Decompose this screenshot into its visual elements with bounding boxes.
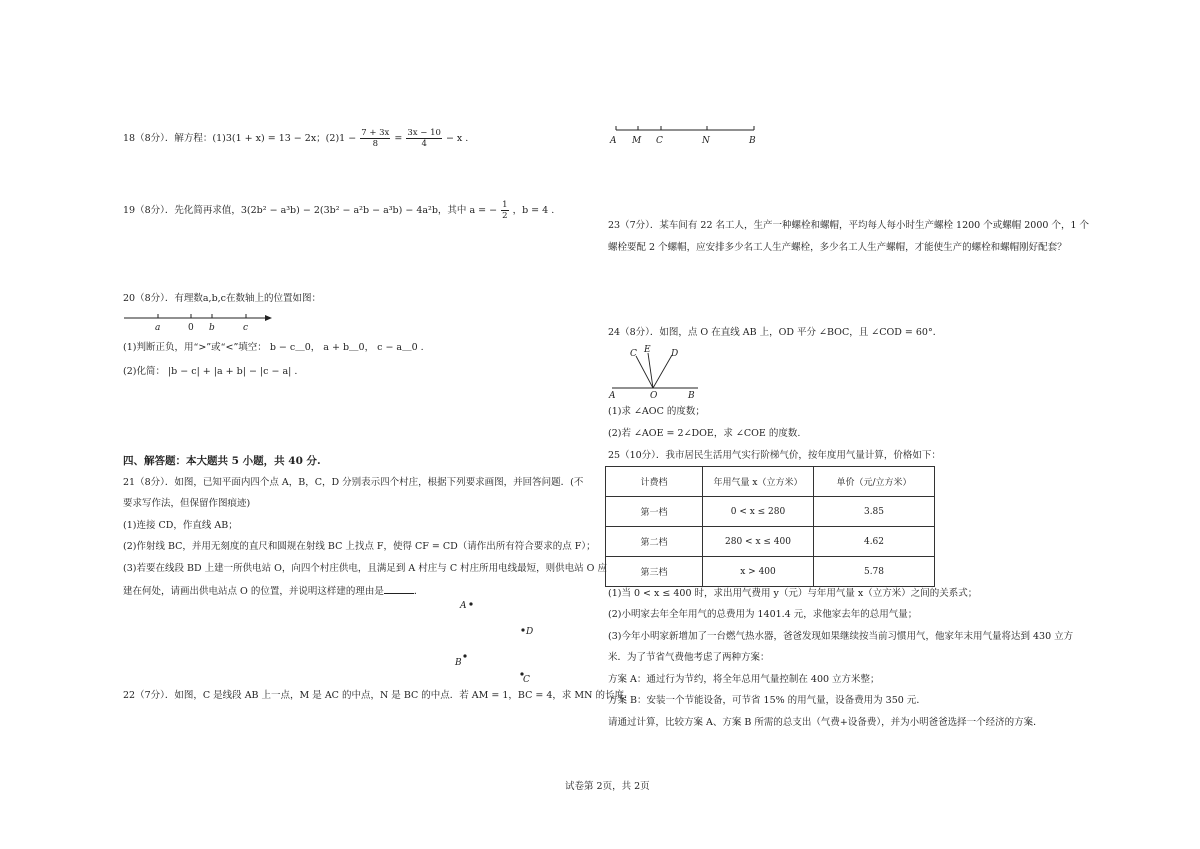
table-cell: 0 < x ≤ 280 <box>703 497 814 527</box>
gas-price-table <box>605 466 935 587</box>
q21-line4: (2)作射线 BC，并用无刻度的直尺和圆规在射线 BC 上找点 F，使得 CF = CD（请作出所有符合要求的点 F）； <box>123 541 596 552</box>
q21-line5: (3)若要在线段 BD 上建一所供电站 O，向四个村庄供电，且满足到 A 村庄与 C 村庄所用电线最短，则供电站 O 应 <box>123 563 607 574</box>
q24-title: 24（8分）．如图，点 O 在直线 AB 上，OD 平分 ∠BOC，且 ∠COD = 60°． <box>608 327 943 338</box>
axis-label-0: 0 <box>188 323 194 333</box>
table-cell: 3.85 <box>814 497 935 527</box>
angle-label-o: O <box>650 391 658 401</box>
point-label-d: D <box>526 627 534 637</box>
q25-plan-a: 方案 A：通过行为节约，将全年总用气量控制在 400 立方米整； <box>608 674 880 685</box>
q25-part2: (2)小明家去年全年用气的总费用为 1401.4 元，求他家去年的总用气量； <box>608 609 918 620</box>
table-header-row <box>606 467 935 497</box>
section-4-heading: 四、解答题：本大题共 5 小题，共 40 分. <box>123 455 321 467</box>
q22-segment-figure <box>610 122 760 148</box>
table-cell: x > 400 <box>703 557 814 587</box>
angle-label-a: A <box>609 391 616 401</box>
angle-label-c: C <box>630 349 637 359</box>
table-row <box>606 497 935 527</box>
axis-label-c: c <box>243 323 249 333</box>
q25-plan-b: 方案 B：安装一个节能设备，可节省 15% 的用气量，设备费用为 350 元． <box>608 695 926 706</box>
table-cell: 280 < x ≤ 400 <box>703 527 814 557</box>
table-header: 年用气量 x（立方米） <box>703 467 814 497</box>
table-cell: 第二档 <box>606 527 703 557</box>
q21-points-figure <box>450 598 550 688</box>
q24-part2: (2)若 ∠AOE = 2∠DOE，求 ∠COE 的度数. <box>608 428 801 439</box>
q21-line6: 建在何处，请画出供电站点 O 的位置，并说明这样建的理由是 ． <box>123 586 424 597</box>
q20-part2: (2)化简： |b − c| + |a + b| − |c − a| . <box>123 366 298 377</box>
seg-label-c: C <box>656 136 663 146</box>
q19-text: 19（8分）．先化简再求值，3(2b² − a³b) − 2(3b² − a²b − a³b) − 4a²b，其中 a = − $\frac{1}{2}$ ，b = 4 . <box>123 200 555 221</box>
answer-blank <box>384 584 414 594</box>
q23-line1: 23（7分）．某车间有 22 名工人，生产一种螺栓和螺帽，平均每人每小时生产螺栓 1200 个或螺帽 2000 个，1 个 <box>608 220 1090 231</box>
table-cell: 第一档 <box>606 497 703 527</box>
q20-number-line <box>120 308 280 334</box>
point-label-a: A <box>460 601 467 611</box>
table-cell: 5.78 <box>814 557 935 587</box>
table-cell: 第三档 <box>606 557 703 587</box>
page-footer: 试卷第 2页，共 2页 <box>565 781 650 792</box>
seg-label-m: M <box>632 136 642 146</box>
table-row <box>606 527 935 557</box>
q21-line2: 要求写作法，但保留作图痕迹) <box>123 498 251 509</box>
q24-angle-figure <box>606 344 706 400</box>
q24-part1: (1)求 ∠AOC 的度数； <box>608 406 705 417</box>
q21-line1: 21（8分）．如图，已知平面内四个点 A，B，C，D 分别表示四个村庄，根据下列要求画图，并回答问题．(不 <box>123 477 584 488</box>
angle-label-d: D <box>671 349 679 359</box>
q18-text: 18（8分）．解方程：(1)3(1 + x) = 13 − 2x；(2)1 − $\frac{7 + 3x}{8}$ = $\frac{3x - 10}{4}$ − x . <box>123 128 469 149</box>
q25-part1: (1)当 0 < x ≤ 400 时，求出用气费用 y（元）与年用气量 x（立方米）之间的关系式； <box>608 588 978 599</box>
q19-fraction: $\frac{1}{2}$ <box>502 200 508 221</box>
q18-fraction-2: $\frac{3x - 10}{4}$ <box>407 128 441 149</box>
q20-part1: (1)判断正负，用“>”或“<”填空： b − c＿0， a + b＿0， c − a＿0 . <box>123 342 424 353</box>
q25-instruction: 请通过计算，比较方案 A、方案 B 所需的总支出（气费+设备费），并为小明爸爸选择一个经济的方案． <box>608 717 1043 728</box>
point-label-c: C <box>523 675 530 685</box>
q25-part3: (3)今年小明家新增加了一台燃气热水器，爸爸发现如果继续按当前习惯用气，他家年末用气量将达到 430 立方 <box>608 631 1074 642</box>
q25-part3-cont: 米．为了节省气费他考虑了两种方案： <box>608 652 770 663</box>
axis-label-a: a <box>155 323 161 333</box>
point-label-b: B <box>455 658 462 668</box>
seg-label-n: N <box>702 136 710 146</box>
q21-line3: (1)连接 CD，作直线 AB； <box>123 520 238 531</box>
q23-line2: 螺栓要配 2 个螺帽，应安排多少名工人生产螺栓，多少名工人生产螺帽，才能使生产的螺栓和螺帽刚好配套？ <box>608 242 1067 253</box>
axis-label-b: b <box>209 323 215 333</box>
seg-label-a: A <box>610 136 617 146</box>
table-header: 单价（元/立方米） <box>814 467 935 497</box>
q25-title: 25（10分）．我市居民生活用气实行阶梯气价，按年度用气量计算，价格如下： <box>608 450 941 461</box>
seg-label-b: B <box>749 136 756 146</box>
angle-label-b: B <box>688 391 695 401</box>
table-cell: 4.62 <box>814 527 935 557</box>
q20-title: 20（8分）．有理数a,b,c在数轴上的位置如图： <box>123 293 321 304</box>
q18-fraction-1: $\frac{7 + 3x}{8}$ <box>361 128 390 149</box>
q22-text: 22（7分）．如图，C 是线段 AB 上一点，M 是 AC 的中点，N 是 BC 的中点．若 AM = 1，BC = 4，求 MN 的长度． <box>123 690 634 701</box>
angle-label-e: E <box>644 345 651 355</box>
table-row <box>606 557 935 587</box>
table-header: 计费档 <box>606 467 703 497</box>
